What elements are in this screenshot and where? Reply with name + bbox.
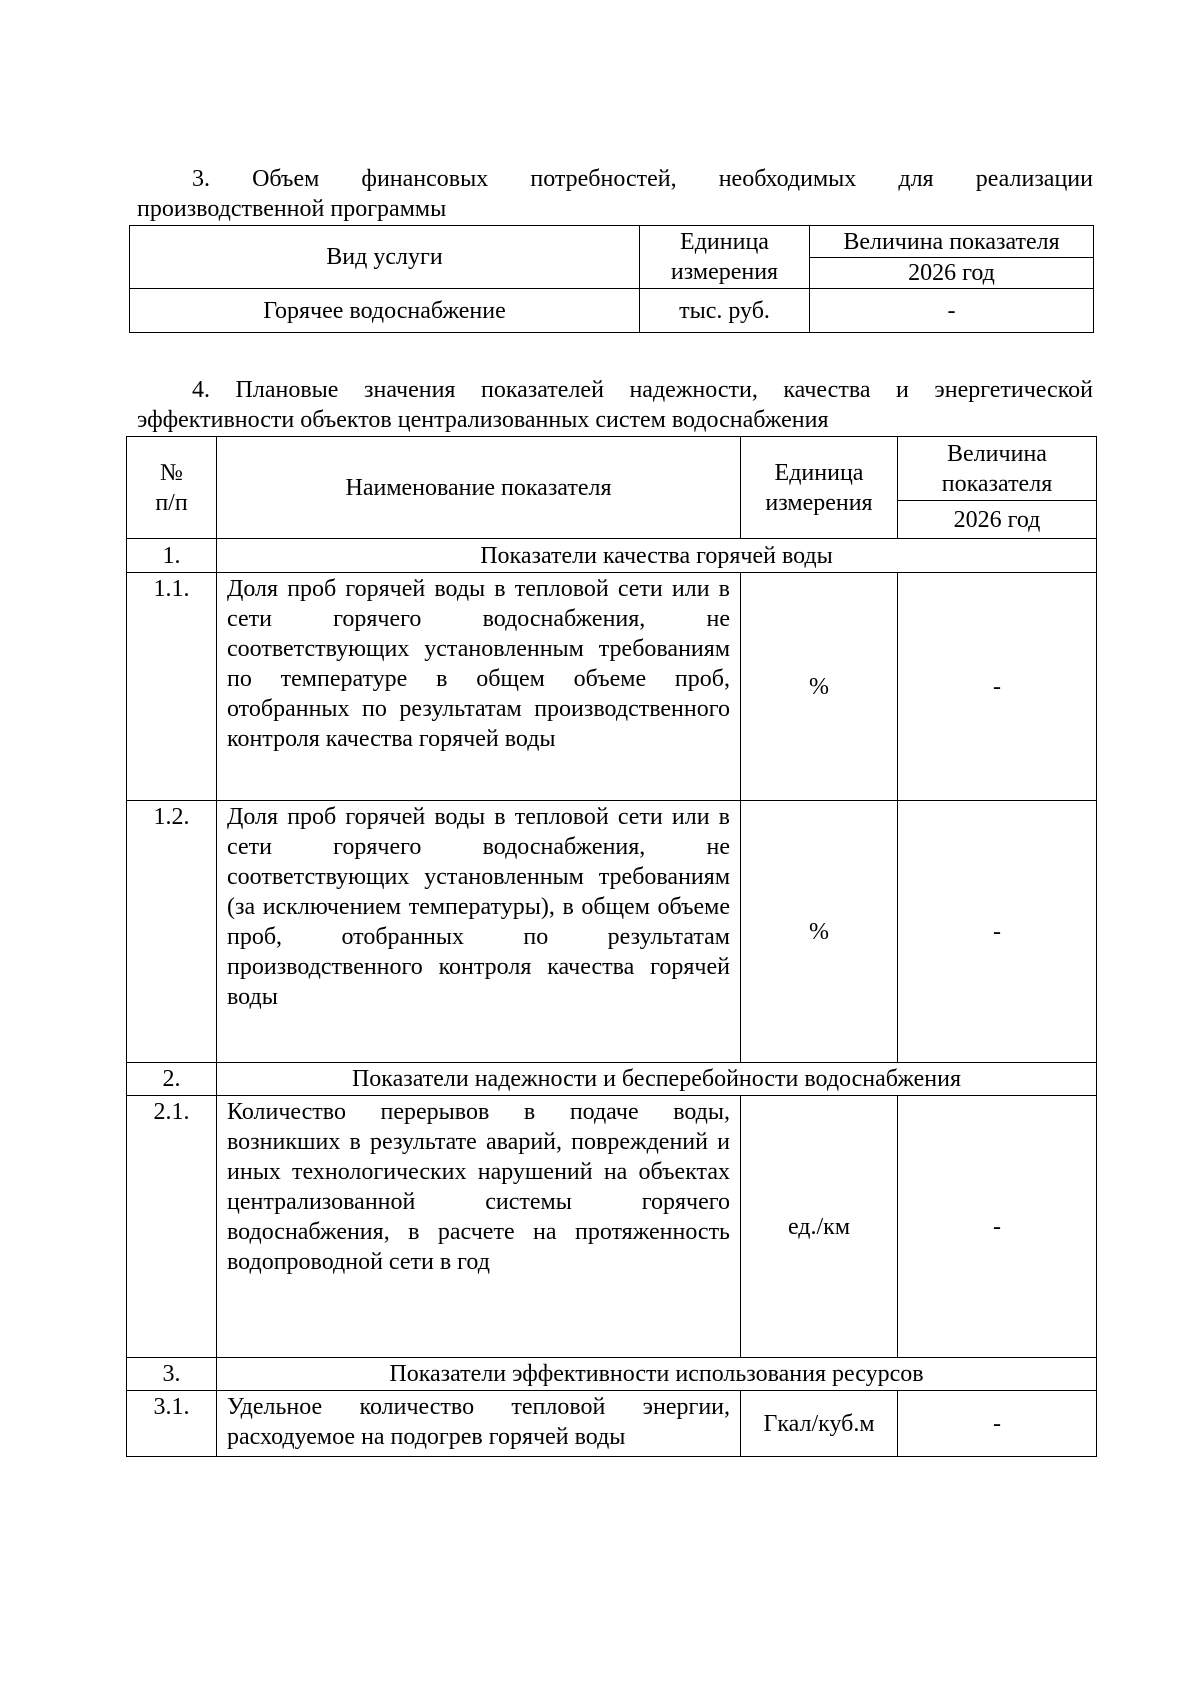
item-unit: Гкал/куб.м bbox=[741, 1391, 898, 1457]
item-value: - bbox=[898, 1391, 1097, 1457]
item-value: - bbox=[898, 801, 1097, 1063]
item-name: Удельное количество тепловой энергии, расходуемое на подогрев горячей воды bbox=[217, 1391, 741, 1457]
header-service: Вид услуги bbox=[130, 226, 640, 289]
item-num: 1.1. bbox=[127, 573, 217, 801]
item-unit: % bbox=[741, 801, 898, 1063]
section-4-heading-line-1: 4. Плановые значения показателей надежности, качества и энергетической bbox=[192, 377, 1093, 403]
item-name: Доля проб горячей воды в тепловой сети или в сети горячего водоснабжения, не соответствующих установленным требованиям по температуре в общем объеме проб, отобранных по результатам производственного контроля качества горячей воды bbox=[217, 573, 741, 801]
group-title: Показатели качества горячей воды bbox=[217, 539, 1097, 573]
header-unit: Единица измерения bbox=[640, 226, 810, 289]
header-name: Наименование показателя bbox=[217, 437, 741, 539]
item-num: 3.1. bbox=[127, 1391, 217, 1457]
header-unit: Единица измерения bbox=[741, 437, 898, 539]
section-3-heading bbox=[137, 164, 1093, 224]
header-value: Величина показателя bbox=[898, 437, 1097, 501]
header-year: 2026 год bbox=[898, 501, 1097, 539]
section-4-heading-line-2: эффективности объектов централизованных систем водоснабжения bbox=[137, 407, 829, 433]
item-value: - bbox=[898, 1096, 1097, 1358]
header-num: № п/п bbox=[127, 437, 217, 539]
table-row bbox=[127, 1391, 1097, 1457]
item-num: 1.2. bbox=[127, 801, 217, 1063]
financial-needs-table bbox=[129, 225, 1094, 333]
item-unit: % bbox=[741, 573, 898, 801]
group-title: Показатели эффективности использования ресурсов bbox=[217, 1358, 1097, 1391]
cell-value: - bbox=[810, 289, 1094, 333]
header-value: Величина показателя bbox=[810, 226, 1094, 258]
cell-unit: тыс. руб. bbox=[640, 289, 810, 333]
table-row bbox=[127, 801, 1097, 1063]
section-4-heading bbox=[137, 375, 1093, 435]
item-value: - bbox=[898, 573, 1097, 801]
item-num: 2.1. bbox=[127, 1096, 217, 1358]
table-row bbox=[127, 573, 1097, 801]
table-row bbox=[127, 1096, 1097, 1358]
group-num: 1. bbox=[127, 539, 217, 573]
header-year: 2026 год bbox=[810, 258, 1094, 289]
section-3-heading-line-1: 3. Объем финансовых потребностей, необходимых для реализации bbox=[192, 166, 1093, 192]
item-unit: ед./км bbox=[741, 1096, 898, 1358]
group-num: 3. bbox=[127, 1358, 217, 1391]
group-num: 2. bbox=[127, 1063, 217, 1096]
section-3-heading-line-2: производственной программы bbox=[137, 196, 447, 222]
item-name: Доля проб горячей воды в тепловой сети или в сети горячего водоснабжения, не соответствующих установленным требованиям (за исключением температуры), в общем объеме проб, отобранных по результатам производственного контроля качества горячей воды bbox=[217, 801, 741, 1063]
indicators-table bbox=[126, 436, 1097, 1457]
group-title: Показатели надежности и бесперебойности водоснабжения bbox=[217, 1063, 1097, 1096]
item-name: Количество перерывов в подаче воды, возникших в результате аварий, повреждений и иных технологических нарушений на объектах централизованной системы горячего водоснабжения, в расчете на протяженность водопроводной сети в год bbox=[217, 1096, 741, 1358]
cell-service: Горячее водоснабжение bbox=[130, 289, 640, 333]
